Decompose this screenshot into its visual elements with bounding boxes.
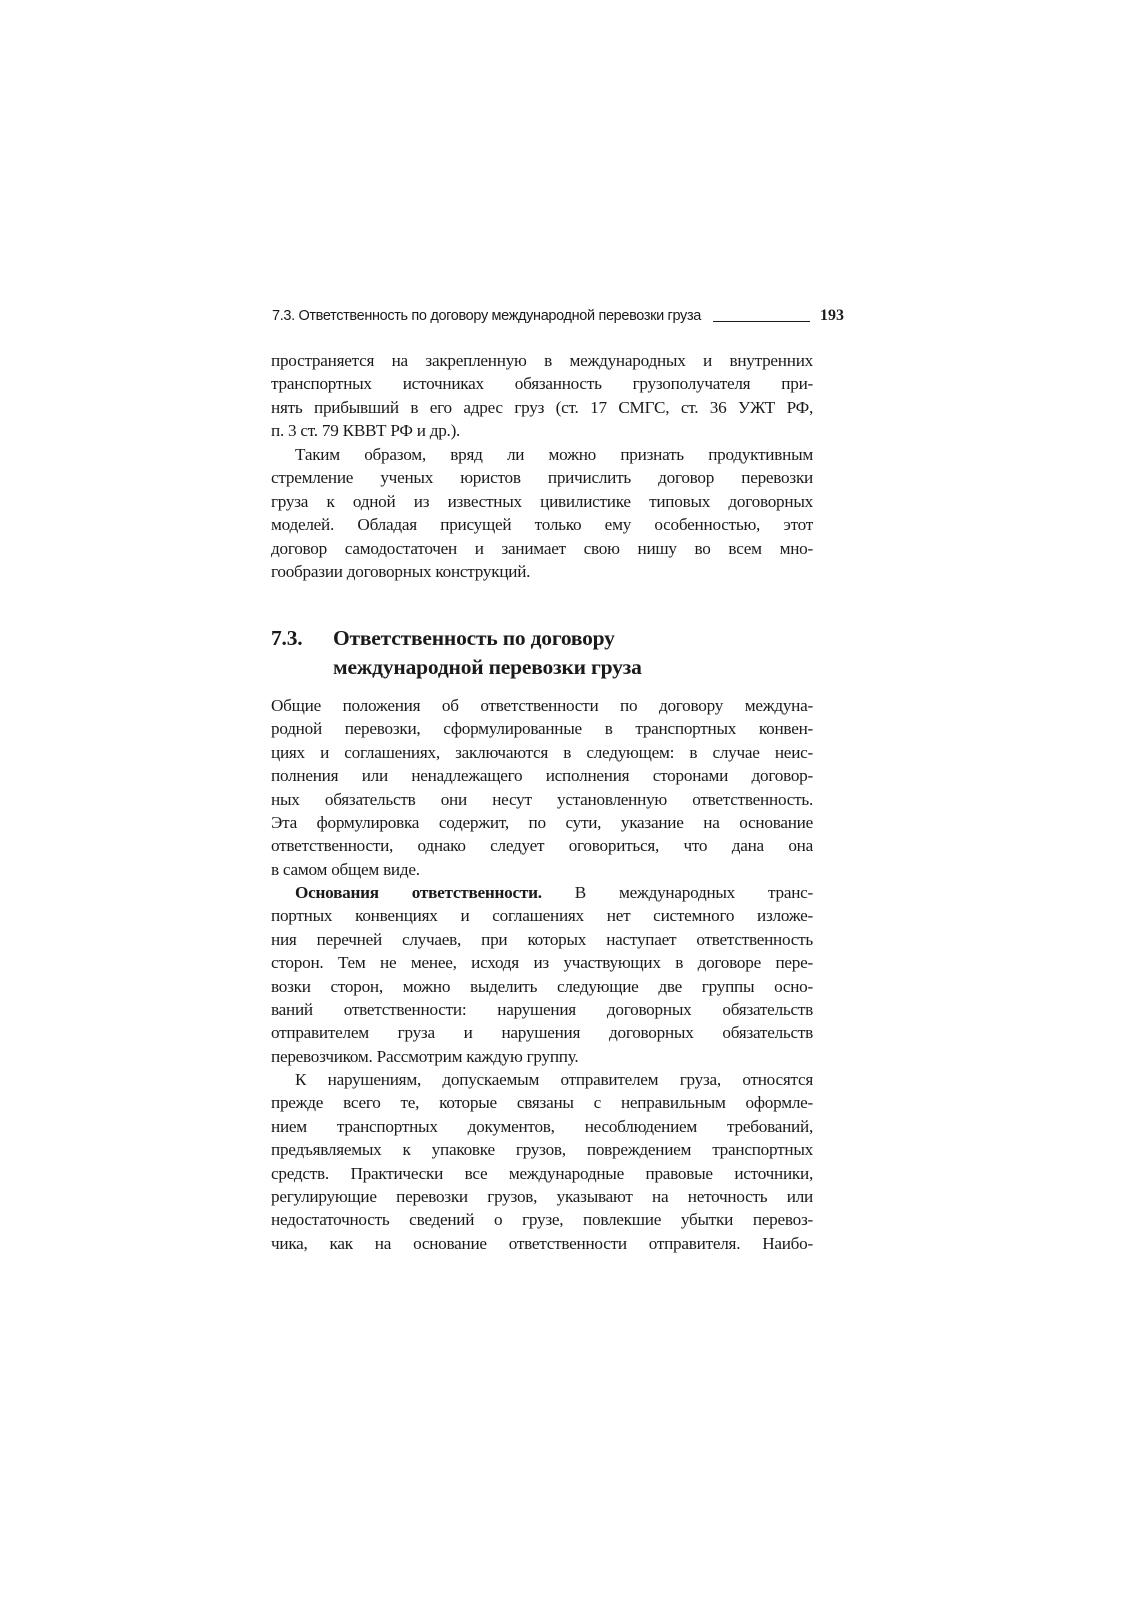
text-line: [271, 881, 813, 904]
text-line: стремление ученых юристов причислить договор перевозки: [271, 468, 813, 488]
text-line: транспортных источниках обязанность грузополучателя при-: [271, 374, 813, 394]
text-line: договор самодостаточен и занимает свою нишу во всем мно-: [271, 538, 813, 558]
text-line: регулирующие перевозки грузов, указывают на неточность или: [271, 1186, 813, 1206]
section-title-line-2: международной перевозки груза: [333, 655, 642, 679]
text-line: отправителем груза и нарушения договорных обязательств: [271, 1023, 813, 1043]
text-run: В международных транс-: [541, 883, 813, 902]
text-line: ния перечней случаев, при которых наступает ответственность: [271, 929, 813, 949]
text-line: Таким образом, вряд ли можно признать продуктивным: [295, 445, 813, 464]
text-line: ответственности, однако следует оговориться, что дана она: [271, 836, 813, 856]
running-title: 7.3. Ответственность по договору международной перевозки груза: [272, 308, 701, 324]
text-line: нием транспортных документов, несоблюдением требований,: [271, 1116, 813, 1136]
text-line: прежде всего те, которые связаны с неправильным оформле-: [271, 1093, 813, 1113]
text-line: циях и соглашениях, заключаются в следующем: в случае неис-: [271, 742, 813, 762]
text-line: возки сторон, можно выделить следующие две группы осно-: [271, 976, 813, 996]
text-line: Эта формулировка содержит, по сути, указание на основание: [271, 812, 813, 832]
text-line: средств. Практически все международные правовые источники,: [271, 1163, 813, 1183]
text-line: Общие положения об ответственности по договору междуна-: [271, 696, 813, 715]
text-line: нять прибывший в его адрес груз (ст. 17 СМГС, ст. 36 УЖТ РФ,: [271, 397, 813, 417]
text-line: недостаточность сведений о грузе, повлекшие убытки перевоз-: [271, 1210, 813, 1230]
text-line: моделей. Обладая присущей только ему особенностью, этот: [271, 515, 813, 535]
paragraph-sender-violations: [271, 1068, 813, 1255]
text-line: пространяется на закрепленную в международных и внутренних: [271, 351, 813, 370]
paragraph-general-provisions: [271, 694, 813, 881]
header-rule: [713, 321, 810, 322]
paragraph-conclusion: [271, 443, 813, 583]
text-line: перевозчиком. Рассмотрим каждую группу.: [271, 1046, 579, 1066]
text-line: ных обязательств они несут установленную ответственность.: [271, 789, 813, 809]
text-line: п. 3 ст. 79 КВВТ РФ и др.).: [271, 421, 461, 441]
text-line: чика, как на основание ответственности отправителя. Наибо-: [271, 1233, 813, 1253]
text-line: сторон. Тем не менее, исходя из участвующих в договоре пере-: [271, 953, 813, 973]
running-header: [272, 303, 844, 325]
text-line: К нарушениям, допускаемым отправителем груза, относятся: [295, 1070, 813, 1089]
section-heading: [271, 624, 831, 682]
text-line: предъявляемых к упаковке грузов, повреждением транспортных: [271, 1140, 813, 1160]
run-in-heading: Основания ответственности.: [295, 883, 542, 902]
text-line: гообразии договорных конструкций.: [271, 561, 531, 581]
text-line: в самом общем виде.: [271, 859, 420, 879]
text-line: портных конвенциях и соглашениях нет системного изложе-: [271, 906, 813, 926]
text-line: родной перевозки, сформулированные в транспортных конвен-: [271, 719, 813, 739]
section-number: 7.3.: [271, 626, 303, 650]
text-line: ваний ответственности: нарушения договорных обязательств: [271, 999, 813, 1019]
text-line: груза к одной из известных цивилистике типовых договорных: [271, 491, 813, 511]
page-number: 193: [820, 307, 844, 324]
section-title-line-1: Ответственность по договору: [333, 626, 615, 650]
text-line: полнения или ненадлежащего исполнения сторонами договор-: [271, 766, 813, 786]
paragraph-continuation: [271, 349, 813, 443]
paragraph-grounds-of-liability: [271, 881, 813, 1068]
